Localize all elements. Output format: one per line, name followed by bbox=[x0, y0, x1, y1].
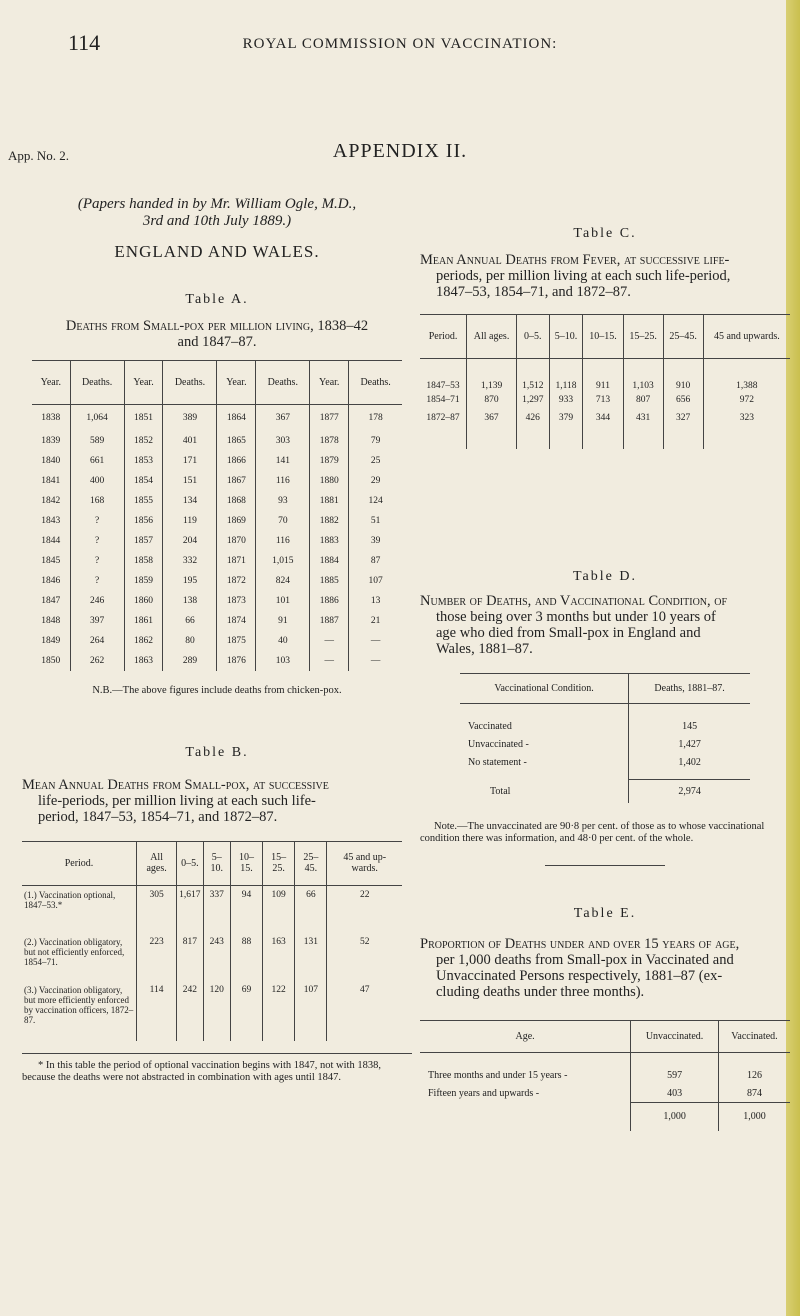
table-cell: 661 bbox=[70, 451, 124, 471]
table-b-footnote: * In this table the period of optional vaccination begins with 1847, not with 1838, because the deaths were not abstracted in combination with ages until 1847. bbox=[22, 1053, 412, 1084]
table-cell: 807 bbox=[623, 391, 663, 409]
page-number: 114 bbox=[68, 30, 101, 55]
table-e-total-row bbox=[420, 1103, 790, 1131]
table-cell: 1880 bbox=[310, 471, 349, 491]
table-e-title-2: per 1,000 deaths from Small-pox in Vaccinated and bbox=[436, 952, 734, 968]
table-d-title-3: age who died from Small-pox in England and bbox=[436, 624, 701, 641]
table-row bbox=[32, 651, 402, 671]
table-cell: 389 bbox=[163, 405, 217, 431]
table-cell: 1856 bbox=[124, 511, 163, 531]
table-cell: 141 bbox=[256, 451, 310, 471]
table-cell: 379 bbox=[549, 409, 583, 427]
table-cell: 168 bbox=[70, 491, 124, 511]
table-d-title-4: Wales, 1881–87. bbox=[436, 640, 533, 657]
table-cell: 116 bbox=[256, 531, 310, 551]
table-cell: 874 bbox=[746, 1087, 762, 1099]
table-row bbox=[32, 571, 402, 591]
table-cell: 1841 bbox=[32, 471, 70, 491]
table-d-label: Table D. bbox=[572, 568, 637, 584]
table-row bbox=[32, 531, 402, 551]
table-row bbox=[32, 511, 402, 531]
col-header: 45 and upwards. bbox=[713, 331, 780, 342]
table-row bbox=[460, 753, 750, 771]
col-header: Vaccinated. bbox=[731, 1031, 778, 1042]
table-cell: 101 bbox=[256, 591, 310, 611]
col-header: 10–15. bbox=[583, 315, 623, 359]
table-c-title-3: 1847–53, 1854–71, and 1872–87. bbox=[436, 284, 631, 300]
col-header: Year. bbox=[124, 361, 163, 405]
table-b-header bbox=[22, 841, 402, 885]
papers-line-2: 3rd and 10th July 1889.) bbox=[142, 213, 292, 229]
table-cell: (3.) Vaccination obligatory, but more efficiently enforced by vaccination officers, 1872–87. bbox=[22, 981, 137, 1041]
table-cell: 47 bbox=[359, 985, 370, 995]
table-b-title-3: period, 1847–53, 1854–71, and 1872–87. bbox=[38, 808, 278, 825]
table-cell: Vaccinated bbox=[460, 717, 629, 735]
table-cell: 933 bbox=[549, 391, 583, 409]
table-a-header bbox=[32, 361, 402, 405]
table-cell: 1,388 bbox=[736, 380, 758, 391]
table-c-title-2: periods, per million living at each such life-period, bbox=[436, 268, 731, 284]
table-cell: 21 bbox=[370, 615, 381, 626]
table-row bbox=[420, 391, 790, 409]
table-row bbox=[420, 409, 790, 427]
table-cell: Three months and under 15 years - bbox=[420, 1067, 631, 1085]
table-cell: 397 bbox=[70, 611, 124, 631]
table-row bbox=[32, 611, 402, 631]
col-header: Deaths, 1881–87. bbox=[654, 682, 725, 694]
table-cell: 66 bbox=[163, 611, 217, 631]
table-cell: 1840 bbox=[32, 451, 70, 471]
table-row bbox=[22, 933, 402, 981]
table-cell: 367 bbox=[256, 405, 310, 431]
table-e-title-1: Proportion of Deaths under and over 15 years of age, bbox=[420, 936, 740, 952]
table-row bbox=[32, 405, 402, 431]
table-cell: 1,118 bbox=[549, 359, 583, 391]
table-cell: 204 bbox=[163, 531, 217, 551]
col-header: Deaths. bbox=[163, 361, 217, 405]
table-d-header bbox=[460, 673, 750, 703]
table-cell: Unvaccinated - bbox=[460, 735, 629, 753]
table-cell: 1854 bbox=[124, 471, 163, 491]
table-cell: 242 bbox=[177, 981, 203, 1041]
table-cell: 103 bbox=[256, 651, 310, 671]
table-cell: 39 bbox=[370, 535, 381, 546]
table-cell: 972 bbox=[739, 394, 754, 405]
col-header: Vaccinational Condition. bbox=[460, 673, 629, 703]
table-c bbox=[420, 314, 790, 449]
table-cell: 1,512 bbox=[517, 359, 550, 391]
table-cell: 70 bbox=[256, 511, 310, 531]
table-b bbox=[22, 841, 402, 1042]
table-cell: 1855 bbox=[124, 491, 163, 511]
table-cell: 66 bbox=[295, 885, 327, 933]
table-a-note: N.B.—The above figures include deaths from chicken-pox. bbox=[92, 684, 342, 696]
table-row bbox=[32, 591, 402, 611]
table-row bbox=[32, 471, 402, 491]
table-cell: 289 bbox=[163, 651, 217, 671]
table-cell: 1849 bbox=[32, 631, 70, 651]
table-cell: 223 bbox=[137, 933, 177, 981]
table-cell: 1875 bbox=[217, 631, 256, 651]
table-cell: 22 bbox=[359, 889, 370, 900]
table-cell: 1865 bbox=[217, 431, 256, 451]
table-cell: ? bbox=[70, 511, 124, 531]
table-row bbox=[32, 551, 402, 571]
table-cell: 1887 bbox=[310, 611, 349, 631]
table-cell: 1,402 bbox=[678, 756, 701, 768]
total-label: Total bbox=[460, 779, 629, 803]
table-cell: ? bbox=[70, 551, 124, 571]
col-header: 15–25. bbox=[623, 315, 663, 359]
table-cell: 332 bbox=[163, 551, 217, 571]
table-cell: 134 bbox=[163, 491, 217, 511]
table-cell: 344 bbox=[583, 409, 623, 427]
table-cell: 323 bbox=[739, 412, 754, 423]
table-cell: 69 bbox=[230, 981, 262, 1041]
table-cell: 243 bbox=[203, 933, 230, 981]
table-e-header bbox=[420, 1021, 790, 1053]
table-cell: 1,064 bbox=[70, 405, 124, 431]
table-cell: 1870 bbox=[217, 531, 256, 551]
table-row bbox=[460, 717, 750, 735]
table-cell: 367 bbox=[467, 409, 517, 427]
table-cell: 1871 bbox=[217, 551, 256, 571]
table-cell: 1848 bbox=[32, 611, 70, 631]
col-header: Deaths. bbox=[360, 377, 391, 388]
table-cell: 1852 bbox=[124, 431, 163, 451]
table-cell: 1868 bbox=[217, 491, 256, 511]
table-b-title-1: Mean Annual Deaths from Small-pox, at successive bbox=[22, 776, 329, 793]
table-cell: 87 bbox=[370, 555, 381, 566]
table-cell: No statement - bbox=[460, 753, 629, 771]
table-cell: 131 bbox=[295, 933, 327, 981]
table-cell: 171 bbox=[163, 451, 217, 471]
col-header: 45 and up- wards. bbox=[343, 852, 387, 874]
col-header: Year. bbox=[310, 361, 349, 405]
table-cell: 120 bbox=[203, 981, 230, 1041]
table-cell: ? bbox=[70, 531, 124, 551]
table-a bbox=[32, 360, 402, 671]
col-header: 25–45. bbox=[295, 841, 327, 885]
table-cell: 1872–87 bbox=[420, 409, 467, 427]
table-cell: 870 bbox=[467, 391, 517, 409]
col-header: 0–5. bbox=[177, 841, 203, 885]
table-cell: 403 bbox=[631, 1085, 719, 1103]
region-title: ENGLAND AND WALES. bbox=[114, 242, 320, 261]
table-row bbox=[32, 631, 402, 651]
table-cell: 40 bbox=[256, 631, 310, 651]
table-cell: 817 bbox=[177, 933, 203, 981]
table-cell: 1,015 bbox=[256, 551, 310, 571]
table-cell: 107 bbox=[295, 981, 327, 1041]
table-cell: 1861 bbox=[124, 611, 163, 631]
table-cell: 1864 bbox=[217, 405, 256, 431]
table-cell: 1854–71 bbox=[420, 391, 467, 409]
table-b-title-2: life-periods, per million living at each such life- bbox=[38, 792, 316, 809]
table-cell: 1881 bbox=[310, 491, 349, 511]
table-cell: 1860 bbox=[124, 591, 163, 611]
table-cell: 1882 bbox=[310, 511, 349, 531]
table-row bbox=[32, 431, 402, 451]
table-row bbox=[22, 885, 402, 933]
table-e bbox=[420, 1020, 790, 1131]
table-cell: 1862 bbox=[124, 631, 163, 651]
col-header: Year. bbox=[217, 361, 256, 405]
table-cell: 1873 bbox=[217, 591, 256, 611]
col-header: 10–15. bbox=[230, 841, 262, 885]
divider bbox=[545, 865, 665, 866]
table-cell: 303 bbox=[256, 431, 310, 451]
table-cell: 713 bbox=[583, 391, 623, 409]
table-cell: 401 bbox=[163, 431, 217, 451]
col-header: All ages. bbox=[137, 841, 177, 885]
col-header: All ages. bbox=[467, 315, 517, 359]
table-cell: Fifteen years and upwards - bbox=[420, 1085, 631, 1103]
table-cell: 1858 bbox=[124, 551, 163, 571]
table-cell: 1,103 bbox=[623, 359, 663, 391]
table-cell: 94 bbox=[230, 885, 262, 933]
table-cell: 1876 bbox=[217, 651, 256, 671]
table-cell: 1853 bbox=[124, 451, 163, 471]
table-cell: 122 bbox=[263, 981, 295, 1041]
table-cell: 1851 bbox=[124, 405, 163, 431]
total-value: 2,974 bbox=[629, 779, 750, 803]
table-cell: 597 bbox=[631, 1067, 719, 1085]
papers-line-1: (Papers handed in by Mr. William Ogle, M.D., bbox=[77, 196, 357, 212]
table-a-label: Table A. bbox=[185, 292, 249, 307]
table-cell: (1.) Vaccination optional, 1847–53.* bbox=[22, 885, 137, 933]
table-row bbox=[22, 981, 402, 1041]
table-row bbox=[32, 451, 402, 471]
table-cell: 1847–53 bbox=[420, 359, 467, 391]
col-header: Unvaccinated. bbox=[631, 1021, 719, 1053]
left-column bbox=[22, 196, 412, 1084]
table-cell: 119 bbox=[163, 511, 217, 531]
running-head: ROYAL COMMISSION ON VACCINATION: bbox=[242, 36, 558, 52]
total-unvaccinated: 1,000 bbox=[631, 1103, 719, 1131]
table-cell: 51 bbox=[370, 515, 381, 526]
table-cell: 114 bbox=[137, 981, 177, 1041]
appendix-label: App. No. 2. bbox=[8, 148, 70, 163]
table-d bbox=[460, 673, 750, 804]
table-cell: ? bbox=[70, 571, 124, 591]
appendix-title: APPENDIX II. bbox=[332, 140, 468, 162]
table-row bbox=[420, 1085, 790, 1103]
table-cell: 911 bbox=[583, 359, 623, 391]
total-vaccinated: 1,000 bbox=[718, 1103, 790, 1131]
table-cell: 138 bbox=[163, 591, 217, 611]
table-e-title-3: Unvaccinated Persons respectively, 1881–87 (ex- bbox=[436, 968, 723, 984]
table-cell: 79 bbox=[370, 435, 381, 446]
table-cell: 910 bbox=[663, 359, 703, 391]
col-header: 5–10. bbox=[203, 841, 230, 885]
col-header: Period. bbox=[420, 315, 467, 359]
table-cell: 1845 bbox=[32, 551, 70, 571]
table-cell: 1883 bbox=[310, 531, 349, 551]
table-cell: 126 bbox=[746, 1070, 762, 1081]
table-cell: 107 bbox=[368, 575, 383, 586]
right-column bbox=[420, 226, 790, 1131]
table-cell: 426 bbox=[517, 409, 550, 427]
table-cell: 1869 bbox=[217, 511, 256, 531]
table-d-title-1: Number of Deaths, and Vaccinational Condition, of bbox=[420, 592, 728, 609]
table-c-header bbox=[420, 315, 790, 359]
table-cell: 1,297 bbox=[517, 391, 550, 409]
table-e-title-4: cluding deaths under three months). bbox=[436, 984, 645, 1000]
col-header: 0–5. bbox=[517, 315, 550, 359]
table-cell: 1857 bbox=[124, 531, 163, 551]
table-cell: 1863 bbox=[124, 651, 163, 671]
table-cell: 178 bbox=[368, 412, 383, 423]
table-cell: 1846 bbox=[32, 571, 70, 591]
table-cell: 1885 bbox=[310, 571, 349, 591]
table-cell: 1,427 bbox=[678, 738, 701, 750]
table-cell: 93 bbox=[256, 491, 310, 511]
table-row bbox=[32, 491, 402, 511]
table-cell: — bbox=[370, 655, 381, 666]
table-cell: 25 bbox=[370, 455, 381, 466]
table-a-title-2: and 1847–87. bbox=[177, 334, 257, 350]
table-cell: 29 bbox=[370, 475, 381, 486]
table-row bbox=[460, 735, 750, 753]
table-cell: 1842 bbox=[32, 491, 70, 511]
table-cell: 1859 bbox=[124, 571, 163, 591]
table-cell: — bbox=[310, 651, 349, 671]
table-cell: 1872 bbox=[217, 571, 256, 591]
table-cell: 1886 bbox=[310, 591, 349, 611]
table-d-note: Note.—The unvaccinated are 90·8 per cent. of those as to whose vaccinational condition there was information, and 48·0 per cent. of the whole. bbox=[420, 821, 765, 844]
table-cell: 1878 bbox=[310, 431, 349, 451]
col-header: Deaths. bbox=[256, 361, 310, 405]
table-cell: 1877 bbox=[310, 405, 349, 431]
table-c-title-1: Mean Annual Deaths from Fever, at successive life- bbox=[420, 252, 730, 268]
col-header: 25–45. bbox=[663, 315, 703, 359]
table-cell: 1884 bbox=[310, 551, 349, 571]
table-cell: 246 bbox=[70, 591, 124, 611]
table-cell: 400 bbox=[70, 471, 124, 491]
col-header: Year. bbox=[32, 361, 70, 405]
table-c-label: Table C. bbox=[573, 226, 637, 241]
table-cell: 1838 bbox=[32, 405, 70, 431]
col-header: Age. bbox=[420, 1021, 631, 1053]
table-cell: 1866 bbox=[217, 451, 256, 471]
table-b-label: Table B. bbox=[185, 744, 249, 760]
table-a-title-1: Deaths from Small-pox per million living, 1838–42 bbox=[65, 318, 369, 334]
table-cell: 1839 bbox=[32, 431, 70, 451]
table-row bbox=[420, 359, 790, 391]
table-cell: (2.) Vaccination obligatory, but not efficiently enforced, 1854–71. bbox=[22, 933, 137, 981]
table-cell: 656 bbox=[663, 391, 703, 409]
col-header: Deaths. bbox=[70, 361, 124, 405]
table-cell: 337 bbox=[203, 885, 230, 933]
table-cell: 1867 bbox=[217, 471, 256, 491]
table-cell: 1844 bbox=[32, 531, 70, 551]
table-cell: 1879 bbox=[310, 451, 349, 471]
table-e-label: Table E. bbox=[573, 906, 637, 921]
table-cell: 145 bbox=[682, 720, 698, 732]
table-cell: 151 bbox=[163, 471, 217, 491]
table-cell: 13 bbox=[370, 595, 381, 606]
table-cell: 52 bbox=[359, 937, 370, 947]
table-cell: 824 bbox=[256, 571, 310, 591]
col-header: 5–10. bbox=[549, 315, 583, 359]
table-cell: 1,139 bbox=[467, 359, 517, 391]
table-cell: 589 bbox=[70, 431, 124, 451]
table-cell: 431 bbox=[623, 409, 663, 427]
table-row bbox=[420, 1067, 790, 1085]
col-header: Period. bbox=[22, 841, 137, 885]
table-cell: — bbox=[370, 635, 381, 646]
table-cell: 109 bbox=[263, 885, 295, 933]
table-cell: 1847 bbox=[32, 591, 70, 611]
table-cell: 91 bbox=[256, 611, 310, 631]
table-cell: 327 bbox=[663, 409, 703, 427]
table-cell: — bbox=[310, 631, 349, 651]
table-cell: 124 bbox=[368, 495, 383, 506]
table-cell: 88 bbox=[230, 933, 262, 981]
table-cell: 163 bbox=[263, 933, 295, 981]
table-cell: 195 bbox=[163, 571, 217, 591]
table-cell: 262 bbox=[70, 651, 124, 671]
table-cell: 305 bbox=[137, 885, 177, 933]
table-cell: 1843 bbox=[32, 511, 70, 531]
table-cell: 1,617 bbox=[177, 885, 203, 933]
table-cell: 116 bbox=[256, 471, 310, 491]
col-header: 15–25. bbox=[263, 841, 295, 885]
table-cell: 1850 bbox=[32, 651, 70, 671]
table-d-total-row bbox=[460, 779, 750, 803]
table-d-title-2: those being over 3 months but under 10 years of bbox=[436, 608, 716, 625]
table-cell: 264 bbox=[70, 631, 124, 651]
table-cell: 1874 bbox=[217, 611, 256, 631]
table-cell: 80 bbox=[163, 631, 217, 651]
